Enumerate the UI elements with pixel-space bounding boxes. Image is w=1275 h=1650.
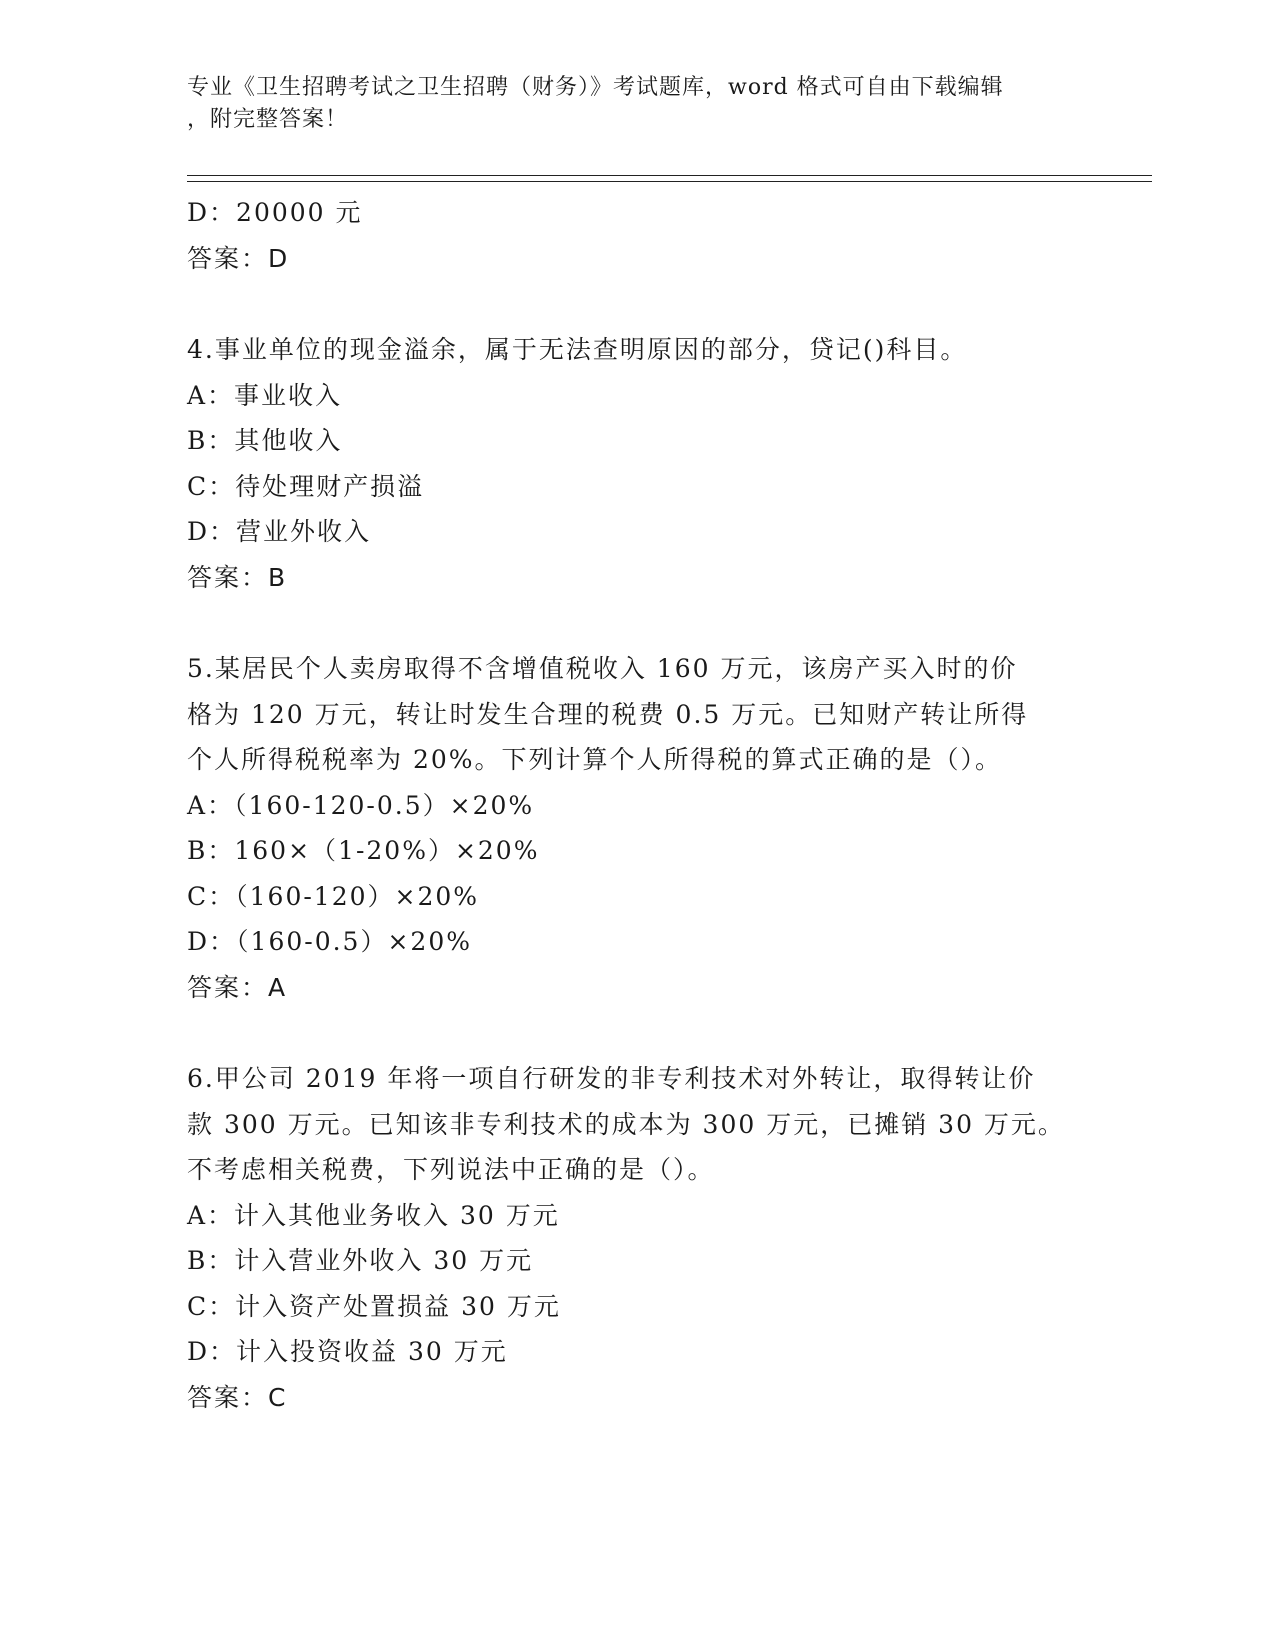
question-stem-line-3: 不考虑相关税费，下列说法中正确的是（）。 [187,1155,715,1184]
answer: 答案：D [187,243,290,273]
option-d: D：营业外收入 [187,517,372,546]
option-b: B：计入营业外收入 30 万元 [187,1246,534,1275]
question-5 [187,646,1087,1010]
option-a: A：（160-120-0.5）×20% [187,790,535,820]
question-stem-line-2: 格为 120 万元，转让时发生合理的税费 0.5 万元。已知财产转让所得 [187,699,1029,729]
answer: 答案：B [187,562,288,592]
option-a: A：事业收入 [187,380,343,410]
question-stem-line-1: 6.甲公司 2019 年将一项自行研发的非专利技术对外转让，取得转让价 [187,1064,1036,1093]
question-stem: 4.事业单位的现金溢余，属于无法查明原因的部分，贷记()科目。 [187,335,968,364]
answer: 答案：C [187,1382,288,1412]
question-4 [187,327,1087,600]
question-stem-line-2: 款 300 万元。已知该非专利技术的成本为 300 万元，已摊销 30 万元。 [187,1109,1065,1139]
question-stem-line-3: 个人所得税税率为 20%。下列计算个人所得税的算式正确的是（）。 [187,745,1003,774]
header-rule-top [187,175,1152,176]
header-rule-bottom [187,181,1152,182]
option-b: B：160×（1-20%）×20% [187,836,540,865]
header-line-1: 专业《卫生招聘考试之卫生招聘（财务）》考试题库，word 格式可自由下载编辑 [187,75,1004,100]
option-d: D：（160-0.5）×20% [187,927,472,956]
header-line-2: ，附完整答案！ [187,107,349,132]
option-c: C：（160-120）×20% [187,881,480,911]
option-c: C：待处理财产损溢 [187,471,425,501]
question-stem-line-1: 5.某居民个人卖房取得不含增值税收入 160 万元，该房产买入时的价 [187,654,1018,683]
document-header [187,72,1067,136]
question-3-tail [187,190,1087,281]
option-d: D：20000 元 [187,198,363,227]
option-b: B：其他收入 [187,426,343,455]
question-list [187,190,1087,1420]
option-c: C：计入资产处置损益 30 万元 [187,1291,561,1321]
option-a: A：计入其他业务收入 30 万元 [187,1200,560,1230]
question-6 [187,1056,1087,1420]
option-d: D：计入投资收益 30 万元 [187,1337,508,1366]
answer: 答案：A [187,972,288,1002]
